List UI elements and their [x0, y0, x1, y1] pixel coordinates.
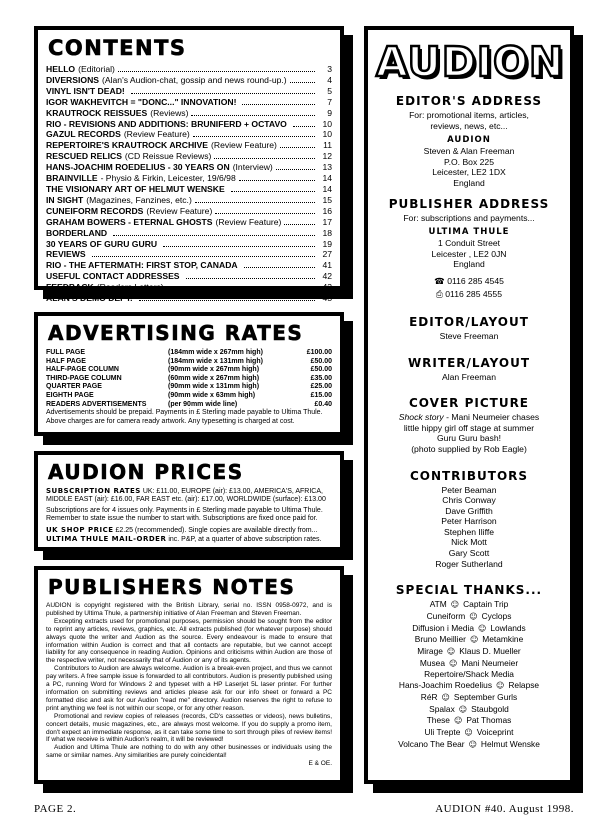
phone-number: 0116 285 4545 [447, 275, 504, 286]
thanks-name: RéR [420, 691, 438, 702]
subscription-label: SUBSCRIPTION RATES [46, 487, 141, 495]
shop-price-text: £2.25 (recommended). Single copies are available directly from... [115, 526, 318, 534]
prices-box [34, 451, 344, 551]
notes-paragraph: Promotional and review copies of releases (records, CD's cassettes or videos), news bulletins, concert details, music magazines, etc., are always most welcome. If you do supply a promo item, don't expect an immediate response, as it can take some time to sort through piles of review items! If what we receive is within Audion's realm, it will be reviewed! [46, 712, 332, 744]
editor-intro-line: For: promotional items, articles, [409, 110, 529, 120]
contents-item-note: (Readers Letters) [96, 282, 164, 293]
cover-caption-line: little hippy girl off stage at summer [403, 422, 535, 433]
advertising-heading: ADVERTISING RATES [48, 321, 304, 345]
publisher-address-line: Leicester , LE2 0JN [431, 248, 507, 259]
contributor-name: Stephen Iliffe [443, 526, 494, 537]
contents-item-note: - Physio & Firkin, Leicester, 19/6/98 [100, 173, 236, 184]
issue-date: AUDION #40. August 1998. [435, 803, 574, 815]
contents-item-page: 15 [322, 194, 332, 205]
cover-caption-line [376, 412, 562, 423]
editor-name: AUDION [447, 135, 491, 146]
leader-dots [231, 185, 315, 192]
cover-caption-line: Guru Guru bash! [436, 433, 501, 444]
ad-dimensions: (60mm wide x 267mm high) [168, 374, 260, 382]
contributor-name: Chris Conway [442, 495, 496, 506]
thanks-row [376, 658, 562, 670]
thanks-name: Cyclops [481, 610, 512, 621]
smiley-icon: ☺ [453, 716, 463, 726]
contents-item-page: 10 [322, 129, 332, 140]
thanks-name: Relapse [508, 680, 540, 691]
contents-row [46, 239, 332, 250]
contents-row [46, 217, 332, 228]
contents-item-title: THE VISIONARY ART OF HELMUT WENSKE [46, 183, 225, 194]
leader-dots [193, 130, 315, 137]
leader-dots [167, 283, 315, 290]
fax-number: 0116 285 4555 [445, 288, 502, 299]
leader-dots [131, 87, 315, 94]
thanks-name: Lowlands [490, 622, 526, 633]
contents-row [46, 129, 332, 140]
notes-paragraph: AUDION is copyright registered with the British Library, serial no. ISSN 0958-0972, and is published by Ultima Thule, a partnership initiative of Alan Freeman and Steven Freeman. [46, 602, 332, 617]
contributor-name: Roger Sutherland [435, 558, 503, 569]
contents-item-note: (Review Feature) [215, 216, 282, 227]
contributor-name: Gary Scott [448, 548, 490, 559]
contents-list [46, 64, 332, 304]
contents-item-title: HANS-JOACHIM ROEDELIUS - 30 YEARS ON [46, 162, 230, 173]
smiley-icon: ☺ [469, 611, 478, 621]
contents-row [46, 249, 332, 260]
thanks-row [376, 634, 562, 646]
contents-item-title: VINYL ISN'T DEAD! [46, 85, 125, 96]
thanks-name: Pat Thomas [466, 715, 512, 726]
contents-row [46, 271, 332, 282]
ad-dimensions: (90mm wide x 267mm high) [168, 366, 260, 374]
ad-size-name: QUARTER PAGE [46, 383, 102, 391]
thanks-name: Mani Neumeier [461, 657, 519, 668]
contents-item-page: 27 [322, 249, 332, 260]
contents-item-title: HELLO [46, 64, 76, 74]
fax-icon: ⎙ [436, 288, 443, 299]
leader-dots [92, 250, 315, 257]
editor-address-line: P.O. Box 225 [443, 156, 494, 167]
thanks-name: Staubgold [471, 703, 509, 714]
contents-item-page: 43 [322, 282, 332, 293]
thanks-name: Mirage [417, 646, 443, 657]
ad-size-name: HALF-PAGE COLUMN [46, 366, 119, 374]
contents-item-title: GAZUL RECORDS [46, 129, 121, 140]
contents-item-page: 4 [327, 74, 332, 85]
contents-row [46, 64, 332, 75]
special-thanks-list [376, 599, 562, 750]
contents-item-page: 14 [322, 173, 332, 184]
contents-item-page: 42 [322, 271, 332, 282]
mail-order-text: inc. P&P, at a quarter of above subscription rates. [168, 536, 322, 544]
contributor-name: Peter Harrison [441, 516, 497, 527]
contents-item-note: (Reviews) [150, 107, 189, 118]
contents-item-title: ALAN'S DEMO DEPT. [46, 293, 133, 304]
contents-item-title: DIVERSIONS [46, 74, 100, 85]
thanks-name: ATM [429, 599, 447, 610]
contents-row [46, 140, 332, 151]
thanks-row [376, 680, 562, 692]
publisher-address-line: 1 Conduit Street [437, 238, 501, 249]
thanks-name: Diffusion i Media [412, 622, 475, 633]
ad-price: £15.00 [310, 391, 332, 399]
notes-paragraph: Excepting extracts used for promotional purposes, permission should be sought from the editor to reprint any articles, reviews, graphics, etc. All extracts published (for whatever purpose) should always quote the writer and Audion as the source. Every endeavour is made to ensure that information within Audion is correct and that all contacts are reputable, but we cannot accept liability for any consequence in reading Audion. Opinions and criticisms within Audion are those of the respective writer, not necessarily that of Audion or any of its agents. [46, 617, 332, 665]
fax-line [376, 288, 562, 301]
contents-item-page: 13 [322, 162, 332, 173]
mail-order [46, 535, 332, 544]
contents-item-note: (Review Feature) [123, 129, 190, 140]
thanks-name: Spalax [429, 703, 455, 714]
contents-box [34, 26, 344, 304]
thanks-name: Repertoire/Shack Media [424, 669, 514, 680]
contents-item-title: REVIEWS [46, 249, 86, 260]
thanks-name: Captain Trip [463, 599, 509, 610]
contents-item-page: 17 [322, 216, 332, 227]
advertising-row [46, 349, 332, 358]
leader-dots [239, 174, 315, 181]
contents-item-title: RIO - THE AFTERMATH: FIRST STOP, CANADA [46, 260, 238, 271]
ad-price: £25.00 [310, 383, 332, 391]
shop-price-label: UK SHOP PRICE [46, 525, 114, 534]
contents-row [46, 228, 332, 239]
advertising-row [46, 383, 332, 392]
contents-item-title: GRAHAM BOWERS - ETERNAL GHOSTS [46, 216, 213, 227]
notes-paragraph: Contributors to Audion are always welcome. Audion is a break-even project, and thus we cannot pay writers. A free sample issue is forwarded to all contributors. Audion is presently published using a PC, running Word for Windows 2 and typeset with a HP Laserjet 5L laser printer. For further information on submitting reviews and articles please ask for our info sheet or forward a PC formatted disc and ask for our Audion "read me" directory. Audion reserves the right to refuse to print anything we feel is not within our scope, or for any other reason. [46, 665, 332, 712]
cover-picture-heading: COVER PICTURE [408, 396, 530, 411]
leader-dots [284, 218, 315, 225]
contents-row [46, 119, 332, 130]
special-thanks-heading: SPECIAL THANKS... [395, 583, 543, 598]
writer-layout-name: Alan Freeman [442, 371, 496, 382]
contributor-name: Peter Beaman [441, 484, 497, 495]
contents-item-title: BRAINVILLE [46, 173, 98, 184]
advertising-row [46, 392, 332, 401]
publisher-name: ULTIMA THULE [428, 227, 510, 238]
editor-layout-heading: EDITOR/LAYOUT [409, 314, 529, 329]
thanks-row [376, 692, 562, 704]
contents-item-page: 14 [322, 183, 332, 194]
contents-item-title: BORDERLAND [46, 227, 108, 238]
leader-dots [118, 65, 315, 72]
advertising-table [46, 349, 332, 409]
smiley-icon: ☺ [464, 727, 473, 737]
leader-dots [214, 152, 315, 159]
smiley-icon: ☺ [469, 635, 479, 645]
page-number: PAGE 2. [34, 803, 77, 815]
contributor-name: Nick Mott [451, 537, 487, 548]
contents-row [46, 173, 332, 184]
thanks-name: September Gurls [453, 691, 518, 702]
leader-dots [242, 98, 315, 105]
thanks-row [376, 623, 562, 635]
contents-item-title: IN SIGHT [46, 194, 84, 205]
ad-price: £0.40 [314, 400, 332, 408]
ad-dimensions: (184mm wide x 267mm high) [168, 349, 263, 356]
advertising-row [46, 358, 332, 367]
smiley-icon: ☺ [458, 704, 468, 714]
thanks-name: Hans-Joachim Roedelius [398, 680, 493, 691]
contents-item-note: (Review Feature) [211, 140, 277, 151]
contents-item-title: USEFUL CONTACT ADDRESSES [46, 271, 180, 282]
contributor-name: Dave Griffith [445, 505, 493, 516]
ad-size-name: HALF PAGE [46, 357, 86, 365]
smiley-icon: ☺ [450, 600, 460, 610]
advertising-row [46, 375, 332, 384]
contents-item-page: 18 [322, 227, 332, 238]
ad-price: £50.00 [310, 366, 332, 374]
ad-price: £50.00 [310, 357, 332, 365]
contributors-heading: CONTRIBUTORS [409, 468, 529, 483]
ad-dimensions: (per 90mm wide line) [168, 400, 238, 408]
thanks-row [376, 727, 562, 739]
contents-item-page: 11 [323, 140, 332, 151]
ad-size-name: EIGHTH PAGE [46, 391, 94, 399]
prices-heading: AUDION PRICES [48, 460, 244, 484]
advertising-row [46, 401, 332, 410]
contents-item-title: FEEDBACK [46, 282, 94, 293]
editor-intro-line: reviews, news, etc... [430, 120, 508, 131]
editor-address-line: Leicester, LE2 1DX [432, 167, 506, 178]
contents-item-page: 3 [327, 64, 332, 74]
contents-item-page: 10 [322, 118, 332, 129]
contents-row [46, 75, 332, 86]
publisher-address-heading: PUBLISHER ADDRESS [388, 196, 550, 211]
thanks-row [376, 646, 562, 658]
publishers-notes-box [34, 566, 344, 784]
contents-item-note: (Interview) [232, 162, 273, 173]
thanks-name: Klaus D. Mueller [459, 646, 521, 657]
publisher-address-line: England [453, 259, 485, 270]
editor-layout-name: Steve Freeman [439, 330, 499, 341]
thanks-name: Cuneiform [426, 610, 466, 621]
thanks-name: Bruno Meillier [414, 634, 466, 645]
ad-size-name: READERS ADVERTISEMENTS [46, 400, 147, 408]
smiley-icon: ☺ [478, 623, 487, 633]
contents-item-page: 12 [322, 151, 332, 162]
contents-item-title: CUNEIFORM RECORDS [46, 205, 144, 216]
cover-story-label: Shock story [398, 412, 444, 423]
ad-dimensions: (90mm wide x 63mm high) [168, 391, 256, 399]
leader-dots [191, 109, 315, 116]
thanks-name: Helmut Wenske [480, 738, 540, 749]
smiley-icon: ☺ [446, 647, 456, 657]
leader-dots [215, 207, 315, 214]
contents-item-page: 41 [322, 260, 332, 271]
contents-row [46, 260, 332, 271]
advertising-row [46, 366, 332, 375]
leader-dots [244, 261, 315, 268]
smiley-icon: ☺ [496, 681, 505, 691]
thanks-name: Volcano The Bear [398, 738, 465, 749]
contents-item-title: KRAUTROCK REISSUES [46, 107, 148, 118]
cover-caption-text: - Mani Neumeier chases [446, 412, 540, 423]
masthead-box [364, 26, 574, 784]
thanks-row [376, 611, 562, 623]
contributors-list [376, 485, 562, 570]
ad-dimensions: (90mm wide x 131mm high) [168, 383, 260, 391]
editor-address-line: England [453, 177, 485, 188]
phone-icon: ☎ [434, 275, 445, 286]
mail-order-label: ULTIMA THULE MAIL-ORDER [46, 535, 167, 544]
contents-item-note: (CD Reissue Reviews) [124, 151, 212, 162]
thanks-row [376, 704, 562, 716]
contents-row [46, 86, 332, 97]
contents-row [46, 184, 332, 195]
notes-signoff: E & OE. [308, 760, 332, 768]
contents-item-page: 16 [322, 205, 332, 216]
subscription-rates [46, 487, 332, 505]
contents-heading: CONTENTS [48, 36, 187, 60]
thanks-row [376, 715, 562, 727]
contents-row [46, 195, 332, 206]
leader-dots [163, 240, 315, 247]
leader-dots [195, 196, 315, 203]
leader-dots [290, 76, 315, 83]
publishers-notes-heading: PUBLISHERS NOTES [48, 575, 296, 599]
notes-paragraph: Audion and Ultima Thule are nothing to do with any other businesses or individuals using the same or similar names. Any similarities are purely coincidental! [46, 744, 332, 760]
cover-caption-line: (photo supplied by Rob Eagle) [411, 443, 527, 454]
phone-line [376, 275, 562, 288]
contents-item-note: (Editorial) [78, 64, 115, 74]
subscription-note: Subscriptions are for 4 issues only. Payments in £ Sterling made payable to Ultima Thule. Remember to state issue the number to start with. Subscriptions are fixed once paid for. [46, 506, 323, 523]
contents-item-title: RIO - REVISIONS AND ADDITIONS: BRUNIFERD + OCTAVO [46, 118, 287, 129]
contents-item-page: 19 [322, 238, 332, 249]
publisher-intro: For: subscriptions and payments... [403, 212, 535, 223]
thanks-name: Musea [419, 657, 445, 668]
contents-row [46, 108, 332, 119]
contents-item-page: 7 [327, 96, 332, 107]
contents-row [46, 293, 332, 304]
smiley-icon: ☺ [441, 692, 450, 702]
leader-dots [113, 229, 315, 236]
contents-item-title: RESCUED RELICS [46, 151, 122, 162]
thanks-row [376, 599, 562, 611]
smiley-icon: ☺ [468, 739, 477, 749]
audion-logo: AUDION [376, 38, 565, 86]
contents-row [46, 282, 332, 293]
contents-item-note: (Review Feature) [146, 205, 213, 216]
leader-dots [293, 120, 315, 127]
leader-dots [276, 163, 315, 170]
contents-row [46, 162, 332, 173]
ad-size-name: THIRD-PAGE COLUMN [46, 374, 122, 382]
thanks-name: Metamkine [482, 634, 524, 645]
advertising-note: Advertisements should be prepaid. Payments in £ Sterling made payable to Ultima Thule. Above charges are for camera ready artwork. Any typesetting is charged at cost. [46, 409, 323, 425]
contents-item-title: 30 YEARS OF GURU GURU [46, 238, 158, 249]
thanks-name: Uli Trepte [424, 726, 461, 737]
contents-item-note: (Alan's Audion-chat, gossip and news round-up.) [102, 74, 287, 85]
smiley-icon: ☺ [449, 658, 458, 668]
leader-dots [186, 272, 315, 279]
ad-price: £35.00 [310, 374, 332, 382]
writer-layout-heading: WRITER/LAYOUT [407, 355, 531, 370]
editor-address-heading: EDITOR'S ADDRESS [395, 94, 543, 108]
subscription-text: UK: £11.00, EUROPE (air): £13.00, AMERICA'S, AFRICA, MIDDLE EAST (air): £16.00, FAR EAST etc. (air): £17.00, WORLDWIDE (surface): £13.00 [46, 488, 326, 504]
contents-item-title: IGOR WAKHEVITCH = "DONC..." INNOVATION! [46, 96, 237, 107]
contents-item-page: 9 [327, 107, 332, 118]
ad-price: £100.00 [306, 349, 332, 356]
contents-item-page: 43 [322, 293, 332, 304]
thanks-row [376, 669, 562, 680]
contents-item-note: (Magazines, Fanzines, etc.) [86, 194, 192, 205]
shop-price [46, 526, 332, 535]
contents-item-page: 5 [327, 85, 332, 96]
thanks-name: Voiceprint [476, 726, 514, 737]
ad-dimensions: (184mm wide x 131mm high) [168, 357, 263, 365]
ad-size-name: FULL PAGE [46, 349, 86, 356]
contents-row [46, 97, 332, 108]
thanks-name: These [426, 715, 450, 726]
leader-dots [280, 141, 315, 148]
contents-row [46, 151, 332, 162]
thanks-row [376, 739, 562, 751]
contents-row [46, 206, 332, 217]
leader-dots [139, 294, 315, 301]
editor-address-line: Steven & Alan Freeman [423, 146, 515, 157]
contents-item-title: REPERTOIRE'S KRAUTROCK ARCHIVE [46, 140, 208, 151]
advertising-box [34, 312, 344, 436]
